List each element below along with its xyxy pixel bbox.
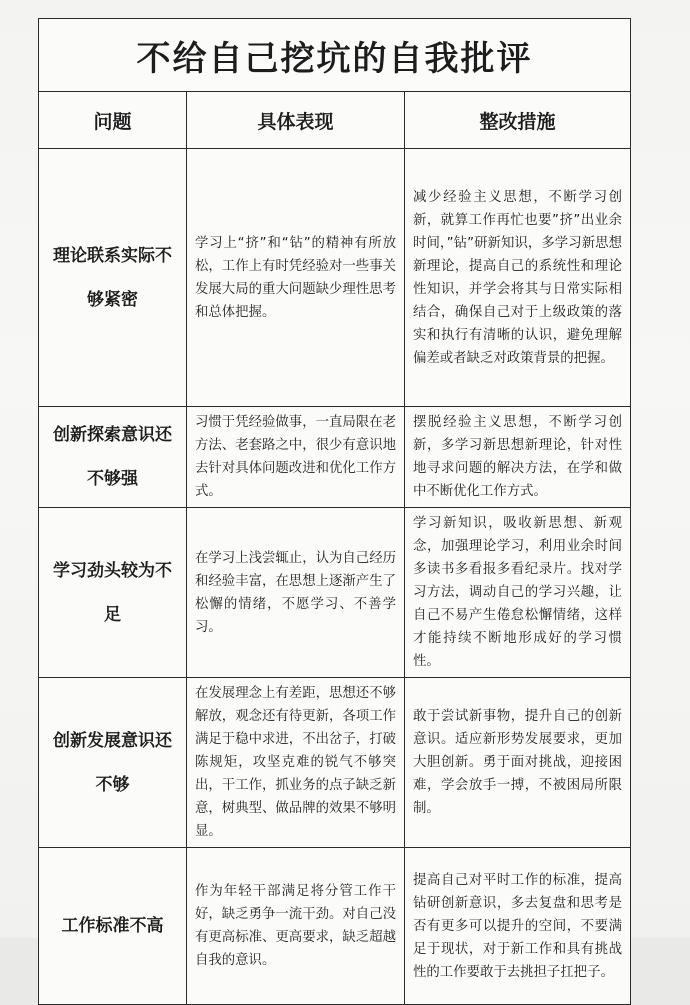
- header-issue: 问题: [39, 92, 187, 149]
- issue-cell: 创新发展意识还不够: [39, 678, 187, 848]
- title-row: [39, 19, 631, 92]
- measures-cell: 学习新知识，吸收新思想、新观念，加强理论学习，利用业余时间多读书多看报多看纪录片。找对学习方法，调动自己的学习兴趣，让自己不易产生倦怠松懈情绪，这样才能持续不断地形成好的学习惯性。: [405, 508, 631, 678]
- performance-cell: 学习上“挤”和“钻”的精神有所放松，工作上有时凭经验对一些事关发展大局的重大问题缺少理性思考和总体把握。: [187, 149, 405, 407]
- performance-cell: 习惯于凭经验做事，一直局限在老方法、老套路之中，很少有意识地去针对具体问题改进和优化工作方式。: [187, 407, 405, 508]
- header-row: [39, 92, 631, 149]
- table-row: [39, 508, 631, 678]
- table-row: [39, 848, 631, 1005]
- measures-cell: 敢于尝试新事物，提升自己的创新意识。适应新形势发展要求，更加大胆创新。勇于面对挑战，迎接困难，学会放手一搏，不被困局所限制。: [405, 678, 631, 848]
- measures-cell: 提高自己对平时工作的标准，提高钻研创新意识，多去复盘和思考是否有更多可以提升的空间，不要满足于现状，对于新工作和具有挑战性的工作要敢于去挑担子扛把子。: [405, 848, 631, 1005]
- header-performance: 具体表现: [187, 92, 405, 149]
- issue-cell: 理论联系实际不够紧密: [39, 149, 187, 407]
- issue-cell: 工作标准不高: [39, 848, 187, 1005]
- performance-cell: 在发展理念上有差距，思想还不够解放，观念还有待更新，各项工作满足于稳中求进，不出岔子，打破陈规矩，攻坚克难的锐气不够突出，干工作，抓业务的点子缺乏新意，树典型、做品牌的效果不够明显。: [187, 678, 405, 848]
- table-row: [39, 678, 631, 848]
- self-criticism-table: [38, 18, 631, 1005]
- performance-cell: 作为年轻干部满足将分管工作干好，缺乏勇争一流干劲。对自己没有更高标准、更高要求，缺乏超越自我的意识。: [187, 848, 405, 1005]
- document-title: 不给自己挖坑的自我批评: [39, 19, 631, 92]
- table-row: [39, 407, 631, 508]
- issue-cell: 创新探索意识还不够强: [39, 407, 187, 508]
- table-row: [39, 149, 631, 407]
- measures-cell: 减少经验主义思想，不断学习创新，就算工作再忙也要”挤”出业余时间，”钻”研新知识，多学习新思想新理论，提高自己的系统性和理论性知识，并学会将其与日常实际相结合，确保自己对于上级政策的落实和执行有清晰的认识，避免理解偏差或者缺乏对政策背景的把握。: [405, 149, 631, 407]
- performance-cell: 在学习上浅尝辄止，认为自己经历和经验丰富，在思想上逐渐产生了松懈的情绪，不愿学习、不善学习。: [187, 508, 405, 678]
- measures-cell: 摆脱经验主义思想，不断学习创新，多学习新思想新理论，针对性地寻求问题的解决方法，在学和做中不断优化工作方式。: [405, 407, 631, 508]
- issue-cell: 学习劲头较为不足: [39, 508, 187, 678]
- header-measures: 整改措施: [405, 92, 631, 149]
